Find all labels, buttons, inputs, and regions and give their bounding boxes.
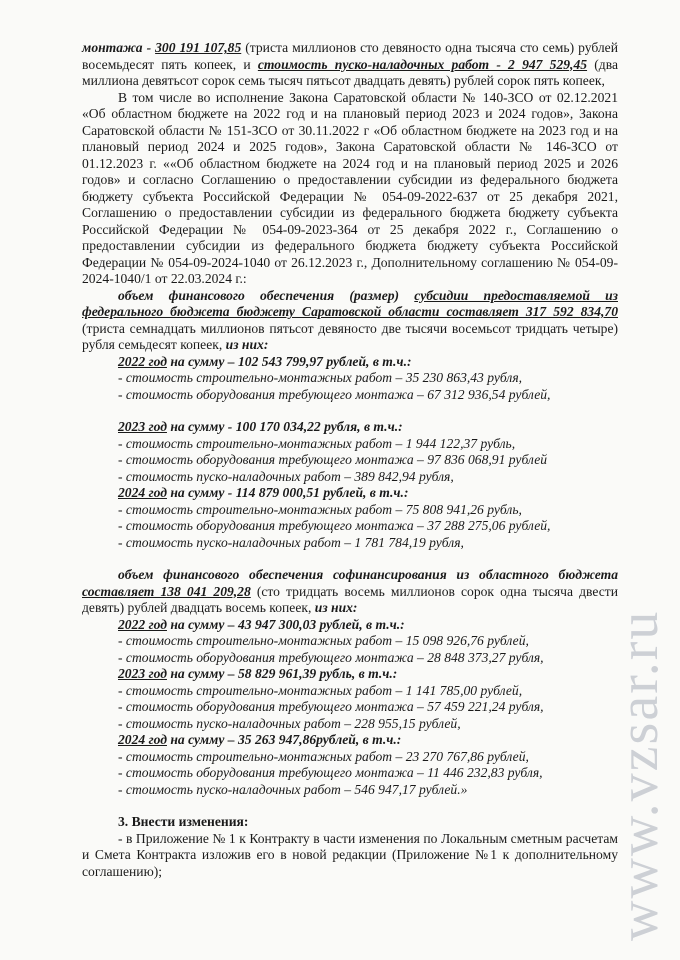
text-fragment: (два миллиона девятьсот сорок семь тысяч пятьсот двадцать девять) рублей сорок пять копеек, (82, 56, 618, 88)
text-fragment: (сто тридцать восемь миллионов сорок одна тысяча двести девять) рублей двадцать восемь копеек, (82, 583, 618, 615)
list-item: - стоимость пуско-наладочных работ – 1 781 784,19 рубля, (118, 534, 464, 550)
year-label: 2024 год (118, 732, 167, 747)
list-item: - стоимость оборудования требующего монтажа – 37 288 275,06 рублей, (118, 518, 551, 533)
list-item: - стоимость оборудования требующего монтажа – 97 836 068,91 рублей (118, 452, 548, 467)
regional-cofinancing-amount: составляет 138 041 209,28 (82, 583, 251, 599)
federal-subsidy-amount: субсидии предоставляемой из федерального бюджета бюджету Саратовской области составляет 317 592 834,70 (82, 287, 618, 319)
paragraph-regional-cofinancing (82, 567, 618, 617)
year-total: на сумму – 102 543 799,97 рублей, в т.ч.: (166, 353, 412, 369)
list-item: - стоимость пуско-наладочных работ – 389 842,94 рубля, (118, 468, 454, 484)
year-heading (118, 666, 618, 683)
list-item: - стоимость пуско-наладочных работ – 546 947,17 рублей.» (118, 781, 468, 797)
year-label: 2022 год (118, 616, 167, 632)
paragraph-installation-cost (82, 40, 618, 90)
section-3-body: - в Приложение № 1 к Контракту в части изменения по Локальным сметным расчетам и Смета Контракта изложив его в новой редакции (Приложение №1 к дополнительному соглашению); (82, 830, 618, 879)
text-fragment: из них: (314, 600, 358, 615)
list-item: - стоимость строительно-монтажных работ – 75 808 941,26 рубль, (118, 501, 522, 517)
spacer (82, 798, 618, 814)
year-label: 2022 год (118, 353, 167, 369)
list-item: - стоимость оборудования требующего монтажа – 11 446 232,83 рубля, (118, 765, 543, 780)
list-item: - стоимость пуско-наладочных работ – 228 955,15 рублей, (118, 715, 461, 731)
year-heading (118, 419, 618, 436)
year-heading (118, 617, 618, 634)
year-heading (118, 732, 618, 749)
text-fragment: объем финансового обеспечения (размер) (118, 287, 415, 303)
watermark-text: www.vzsar.ru (608, 609, 670, 941)
list-item: - стоимость строительно-монтажных работ – 15 098 926,76 рублей, (118, 633, 529, 648)
year-total: на сумму – 35 263 947,86рублей, в т.ч.: (166, 732, 402, 747)
year-label: 2024 год (118, 485, 167, 500)
text-fragment: (триста семнадцать миллионов пятьсот девяносто две тысячи восемьсот тридцать четыре) рубля семьдесят копеек, (82, 320, 618, 352)
spacer (82, 403, 618, 419)
list-item: - стоимость строительно-монтажных работ – 23 270 767,86 рублей, (118, 748, 529, 764)
list-item: - стоимость оборудования требующего монтажа – 28 848 373,27 рубля, (118, 649, 544, 665)
year-total: на сумму – 43 947 300,03 рублей, в т.ч.: (166, 616, 405, 632)
year-label: 2023 год (118, 666, 167, 681)
text-fragment: из них: (225, 337, 269, 352)
list-item: - стоимость оборудования требующего монтажа – 57 459 221,24 рубля, (118, 699, 544, 714)
text-fragment: объем финансового обеспечения софинансирования из областного бюджета (118, 567, 618, 582)
amount-commissioning: стоимость пуско-наладочных работ - 2 947 529,45 (257, 56, 588, 72)
year-total: на сумму - 100 170 034,22 рубля, в т.ч.: (166, 419, 403, 434)
spacer (82, 551, 618, 567)
document-body (82, 40, 618, 880)
year-total: на сумму – 58 829 961,39 рубль, в т.ч.: (166, 666, 398, 681)
year-heading (118, 354, 618, 371)
text-fragment: (триста миллионов сто девяносто одна тысяча сто семь) рублей восемьдесят пять копеек, и (82, 40, 618, 72)
section-3-heading: 3. Внести изменения: (118, 814, 249, 829)
paragraph-federal-subsidy (82, 288, 618, 354)
list-item: - стоимость оборудования требующего монтажа – 67 312 936,54 рублей, (118, 386, 551, 402)
amount-installation: 300 191 107,85 (155, 40, 242, 55)
year-total: на сумму - 114 879 000,51 рублей, в т.ч.: (166, 485, 409, 500)
text-fragment: монтажа - (82, 40, 156, 55)
list-item: - стоимость строительно-монтажных работ – 35 230 863,43 рубля, (118, 370, 523, 385)
list-item: - стоимость строительно-монтажных работ – 1 141 785,00 рублей, (118, 682, 523, 698)
list-item: - стоимость строительно-монтажных работ – 1 944 122,37 рубль, (118, 435, 516, 451)
watermark (608, 609, 670, 941)
year-label: 2023 год (118, 419, 167, 434)
year-heading (118, 485, 618, 502)
paragraph-legal-basis: В том числе во исполнение Закона Саратовской области № 140-ЗСО от 02.12.2021 «Об областном бюджете на 2022 год и на плановый период 2023 и 2024 годов», Закона Саратовской области № 151-ЗСО от 30.11.2022 г «Об областном бюджете на 2023 год и на плановый период 2024 и 2025 годов», Закона Саратовской области № 146-ЗСО от 01.12.2023 г. ««Об областном бюджете на 2024 год и на плановый период 2025 и 2026 годов» и согласно Соглашению о предоставлении субсидии из федерального бюджета бюджету субъекта Российской Федерации № 054-09-2022-637 от 25 декабря 2021, Соглашению о предоставлении субсидии из федерального бюджета бюджету субъекта Российской Федерации № 054-09-2023-364 от 25 декабря 2022 г., Соглашению о предоставлении субсидии из федерального бюджета бюджету субъекта Российской Федерации № 054-09-2024-1040 от 26.12.2023 г., Дополнительному соглашению № 054-09-2024-1040/1 от 22.03.2024 г.: (82, 89, 618, 286)
